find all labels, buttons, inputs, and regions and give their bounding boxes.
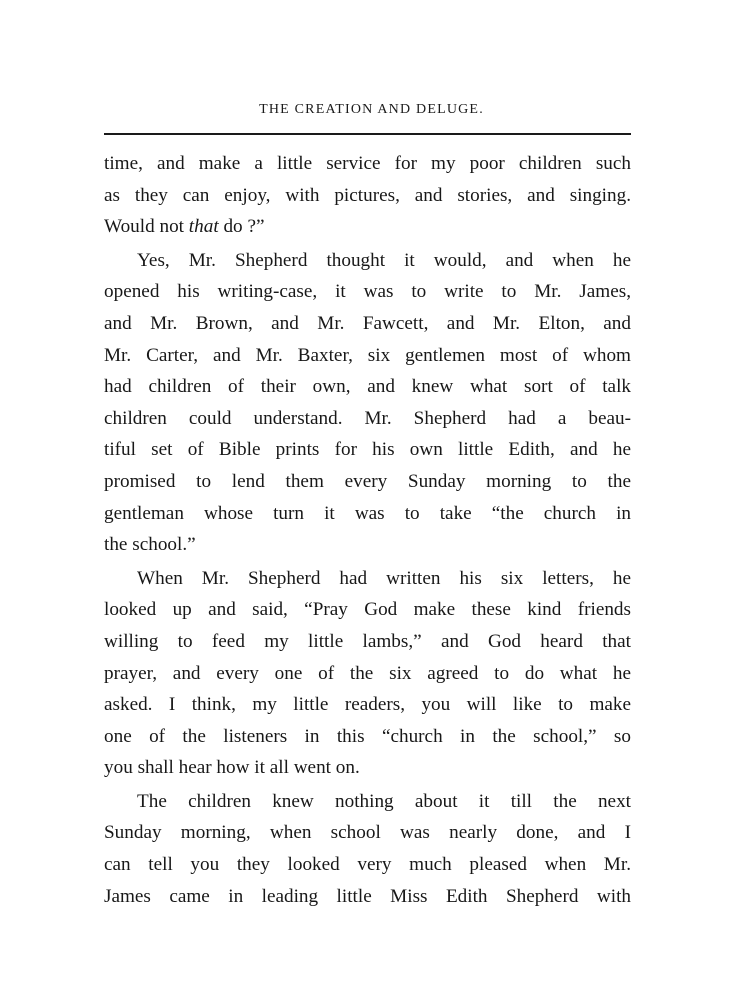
text-line: opened his writing-case, it was to write to Mr. James, [104,281,631,303]
running-head: THE CREATION AND DELUGE. [259,102,484,117]
text-line: looked up and said, “Pray God make these kind friends [104,599,631,621]
text-line: as they can enjoy, with pictures, and stories, and singing. [104,184,631,206]
text-line: Mr. Carter, and Mr. Baxter, six gentlemen most of whom [104,344,631,366]
text-line: Yes, Mr. Shepherd thought it would, and when he [137,249,631,271]
text-line: promised to lend them every Sunday morning to the [104,470,631,492]
text-line: gentleman whose turn it was to take “the church in [104,502,631,524]
paragraph-3 [104,563,631,784]
text-run: Would not [104,216,189,238]
text-line: and Mr. Brown, and Mr. Fawcett, and Mr. Elton, and [104,312,631,334]
paragraph-2 [104,245,631,561]
text-line: James came in leading little Miss Edith Shepherd with [104,885,631,907]
text-line: prayer, and every one of the six agreed to do what he [104,662,631,684]
paragraph-1 [104,148,631,243]
header-rule [104,133,631,135]
italic-word: that [188,216,219,238]
text-line: When Mr. Shepherd had written his six letters, he [137,567,631,589]
text-line: time, and make a little service for my poor children such [104,153,631,174]
paragraph-4 [104,786,631,912]
text-line: Sunday morning, when school was nearly done, and I [104,822,631,844]
text-line: had children of their own, and knew what sort of talk [104,376,631,398]
text-line: one of the listeners in this “church in the school,” so [104,725,631,747]
text-line: can tell you they looked very much pleased when Mr. [104,854,631,876]
text-line: asked. I think, my little readers, you will like to make [104,694,631,716]
text-line: children could understand. Mr. Shepherd had a beau- [104,407,631,429]
text-line: the school.” [104,534,196,556]
body-text [104,148,631,912]
text-line: you shall hear how it all went on. [104,757,360,779]
text-line: The children knew nothing about it till the next [137,790,631,812]
text-line: willing to feed my little lambs,” and God heard that [104,630,631,652]
text-run: do ?” [218,216,265,238]
text-line: tiful set of Bible prints for his own little Edith, and he [104,439,631,461]
text-line [104,211,631,243]
